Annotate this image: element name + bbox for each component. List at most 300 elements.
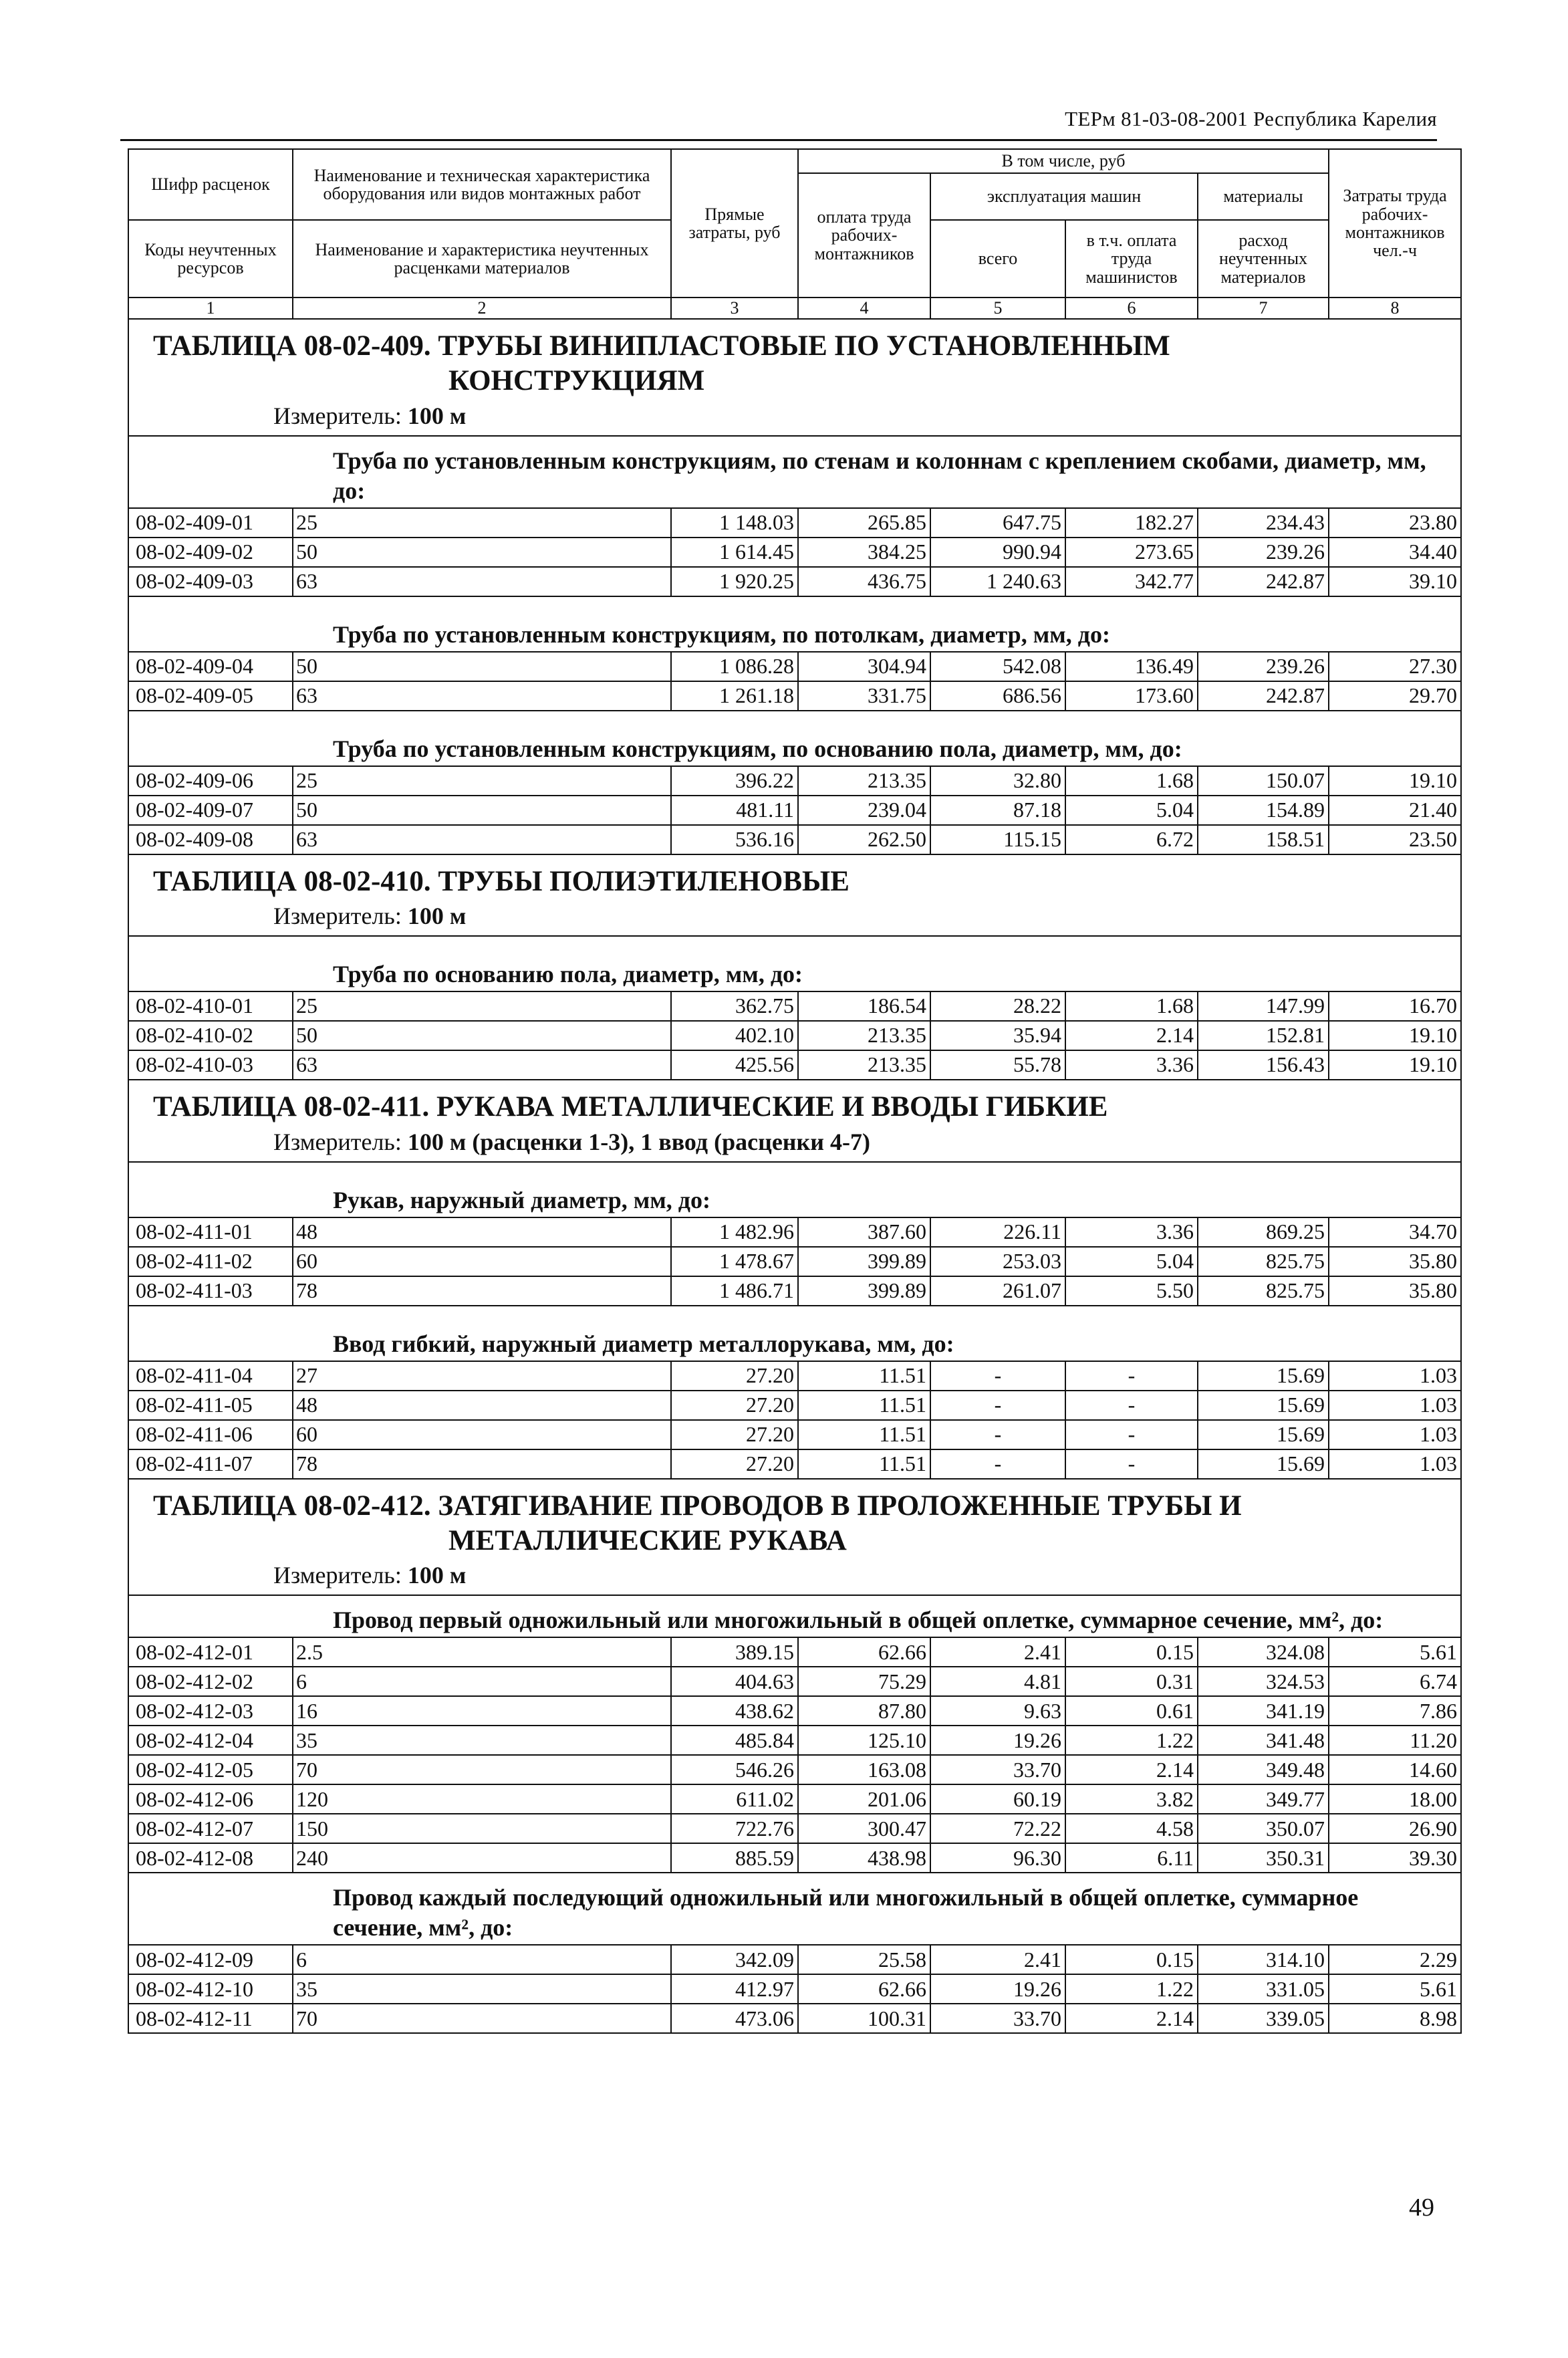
operator-wage: 0.15: [1065, 1945, 1198, 1974]
materials-cost: 350.31: [1198, 1843, 1329, 1873]
labor-hours: 19.10: [1329, 1021, 1461, 1050]
materials-cost: 158.51: [1198, 825, 1329, 854]
section-title-row: [128, 711, 1461, 766]
table-row: [128, 1667, 1461, 1696]
materials-cost: 242.87: [1198, 681, 1329, 711]
materials-cost: 324.08: [1198, 1637, 1329, 1667]
table-row: [128, 991, 1461, 1021]
labor-hours: 6.74: [1329, 1667, 1461, 1696]
materials-cost: 825.75: [1198, 1276, 1329, 1306]
direct-cost: 27.20: [671, 1420, 798, 1449]
rate-code: 08-02-411-05: [128, 1391, 293, 1420]
labor-hours: 35.80: [1329, 1276, 1461, 1306]
labor-cost: 300.47: [798, 1814, 930, 1843]
section-title-row: [128, 436, 1461, 508]
machine-cost: 33.70: [930, 1755, 1065, 1784]
labor-hours: 19.10: [1329, 1050, 1461, 1080]
labor-cost: 265.85: [798, 508, 930, 538]
machine-cost: 1 240.63: [930, 567, 1065, 596]
materials-cost: 15.69: [1198, 1449, 1329, 1479]
labor-hours: 29.70: [1329, 681, 1461, 711]
operator-wage: 2.14: [1065, 1755, 1198, 1784]
direct-cost: 481.11: [671, 796, 798, 825]
operator-wage: 1.22: [1065, 1974, 1198, 2004]
machine-cost: -: [930, 1361, 1065, 1391]
table-row: [128, 1361, 1461, 1391]
rate-code: 08-02-412-01: [128, 1637, 293, 1667]
direct-cost: 27.20: [671, 1449, 798, 1479]
section-title: Провод первый одножильный или многожильный в общей оплетке, суммарное сечение, мм², до:: [128, 1595, 1461, 1637]
labor-hours: 26.90: [1329, 1814, 1461, 1843]
table-title: [128, 1080, 1461, 1161]
direct-cost: 536.16: [671, 825, 798, 854]
machine-cost: 32.80: [930, 766, 1065, 796]
labor-hours: 5.61: [1329, 1974, 1461, 2004]
rate-code: 08-02-409-02: [128, 538, 293, 567]
labor-hours: 2.29: [1329, 1945, 1461, 1974]
labor-hours: 1.03: [1329, 1420, 1461, 1449]
section-title-row: [128, 1873, 1461, 1945]
header-vsego: всего: [930, 220, 1065, 298]
column-number: 2: [293, 298, 671, 319]
labor-hours: 34.70: [1329, 1217, 1461, 1247]
header-oplata-truda: оплата труда рабочих-монтажников: [798, 173, 930, 298]
measure-value: 100 м: [407, 402, 467, 429]
measure-value: 100 м (расценки 1-3), 1 ввод (расценки 4-7): [407, 1128, 870, 1155]
rate-parameter: 48: [293, 1217, 671, 1247]
operator-wage: 3.36: [1065, 1050, 1198, 1080]
machine-cost: 28.22: [930, 991, 1065, 1021]
table-row: [128, 508, 1461, 538]
operator-wage: -: [1065, 1391, 1198, 1420]
rate-code: 08-02-412-08: [128, 1843, 293, 1873]
table-title-line2: КОНСТРУКЦИЯМ: [448, 365, 705, 397]
rate-code: 08-02-412-09: [128, 1945, 293, 1974]
rate-parameter: 240: [293, 1843, 671, 1873]
labor-hours: 39.10: [1329, 567, 1461, 596]
rate-parameter: 70: [293, 2004, 671, 2033]
rate-code: 08-02-412-07: [128, 1814, 293, 1843]
measure-unit: [153, 1561, 1460, 1590]
measure-label: Измеритель:: [273, 402, 408, 429]
operator-wage: 1.68: [1065, 991, 1198, 1021]
operator-wage: 136.49: [1065, 652, 1198, 681]
table-row: [128, 1784, 1461, 1814]
labor-cost: 331.75: [798, 681, 930, 711]
direct-cost: 404.63: [671, 1667, 798, 1696]
materials-cost: 147.99: [1198, 991, 1329, 1021]
rate-code: 08-02-411-07: [128, 1449, 293, 1479]
table-title: [128, 854, 1461, 936]
rate-parameter: 50: [293, 538, 671, 567]
measure-unit: [153, 902, 1460, 931]
table-row: [128, 1420, 1461, 1449]
price-sheet: [128, 148, 1462, 2034]
direct-cost: 1 261.18: [671, 681, 798, 711]
rate-parameter: 63: [293, 825, 671, 854]
labor-cost: 11.51: [798, 1449, 930, 1479]
labor-hours: 23.80: [1329, 508, 1461, 538]
direct-cost: 1 920.25: [671, 567, 798, 596]
labor-cost: 304.94: [798, 652, 930, 681]
table-row: [128, 538, 1461, 567]
materials-cost: 239.26: [1198, 538, 1329, 567]
labor-cost: 11.51: [798, 1391, 930, 1420]
materials-cost: 152.81: [1198, 1021, 1329, 1050]
labor-cost: 125.10: [798, 1726, 930, 1755]
column-number: 4: [798, 298, 930, 319]
column-number-row: [128, 298, 1461, 319]
table-row: [128, 681, 1461, 711]
rate-parameter: 25: [293, 991, 671, 1021]
labor-cost: 399.89: [798, 1247, 930, 1276]
section-title-row: [128, 936, 1461, 991]
machine-cost: 19.26: [930, 1974, 1065, 2004]
header-v-tch-oplata: в т.ч. оплата труда машинистов: [1065, 220, 1198, 298]
rate-parameter: 6: [293, 1945, 671, 1974]
rate-code: 08-02-410-01: [128, 991, 293, 1021]
labor-hours: 39.30: [1329, 1843, 1461, 1873]
materials-cost: 15.69: [1198, 1420, 1329, 1449]
direct-cost: 473.06: [671, 2004, 798, 2033]
materials-cost: 154.89: [1198, 796, 1329, 825]
labor-cost: 213.35: [798, 1050, 930, 1080]
table-row: [128, 796, 1461, 825]
machine-cost: 2.41: [930, 1637, 1065, 1667]
direct-cost: 1 482.96: [671, 1217, 798, 1247]
labor-hours: 16.70: [1329, 991, 1461, 1021]
labor-cost: 384.25: [798, 538, 930, 567]
materials-cost: 331.05: [1198, 1974, 1329, 2004]
direct-cost: 27.20: [671, 1391, 798, 1420]
section-title: Ввод гибкий, наружный диаметр металлорукава, мм, до:: [128, 1306, 1461, 1361]
direct-cost: 1 086.28: [671, 652, 798, 681]
materials-cost: 825.75: [1198, 1247, 1329, 1276]
header-naimenovanie: Наименование и техническая характеристика оборудования или видов монтажных работ: [293, 149, 671, 220]
table-title-line1: ТАБЛИЦА 08-02-412. ЗАТЯГИВАНИЕ ПРОВОДОВ В ПРОЛОЖЕННЫЕ ТРУБЫ И: [153, 1490, 1242, 1522]
rate-parameter: 16: [293, 1696, 671, 1726]
rate-parameter: 70: [293, 1755, 671, 1784]
labor-cost: 213.35: [798, 1021, 930, 1050]
materials-cost: 324.53: [1198, 1667, 1329, 1696]
operator-wage: 342.77: [1065, 567, 1198, 596]
rate-parameter: 50: [293, 652, 671, 681]
section-title: Рукав, наружный диаметр, мм, до:: [128, 1162, 1461, 1217]
measure-label: Измеритель:: [273, 1562, 408, 1589]
materials-cost: 15.69: [1198, 1391, 1329, 1420]
materials-cost: 242.87: [1198, 567, 1329, 596]
operator-wage: -: [1065, 1420, 1198, 1449]
header-row-1: [128, 149, 1461, 173]
rate-parameter: 63: [293, 1050, 671, 1080]
table-title-line1: ТАБЛИЦА 08-02-410. ТРУБЫ ПОЛИЭТИЛЕНОВЫЕ: [153, 865, 850, 897]
operator-wage: 6.72: [1065, 825, 1198, 854]
header-kody: Коды неучтенных ресурсов: [128, 220, 293, 298]
rate-code: 08-02-409-06: [128, 766, 293, 796]
table-row: [128, 825, 1461, 854]
column-number: 1: [128, 298, 293, 319]
labor-hours: 21.40: [1329, 796, 1461, 825]
section-title-row: [128, 1306, 1461, 1361]
column-number: 8: [1329, 298, 1461, 319]
rate-code: 08-02-412-04: [128, 1726, 293, 1755]
labor-cost: 213.35: [798, 766, 930, 796]
labor-cost: 399.89: [798, 1276, 930, 1306]
rate-code: 08-02-412-06: [128, 1784, 293, 1814]
labor-hours: 18.00: [1329, 1784, 1461, 1814]
table-title: [128, 319, 1461, 436]
rate-code: 08-02-411-01: [128, 1217, 293, 1247]
materials-cost: 341.19: [1198, 1696, 1329, 1726]
section-title: Труба по установленным конструкциям, по потолкам, диаметр, мм, до:: [128, 596, 1461, 652]
labor-cost: 87.80: [798, 1696, 930, 1726]
header-v-tom-chisle: В том числе, руб: [798, 149, 1329, 173]
machine-cost: 72.22: [930, 1814, 1065, 1843]
labor-hours: 1.03: [1329, 1361, 1461, 1391]
table-row: [128, 2004, 1461, 2033]
table-row: [128, 1050, 1461, 1080]
operator-wage: 273.65: [1065, 538, 1198, 567]
rate-code: 08-02-412-10: [128, 1974, 293, 2004]
header-ekspluataciya: эксплуатация машин: [930, 173, 1198, 220]
labor-cost: 262.50: [798, 825, 930, 854]
labor-cost: 11.51: [798, 1361, 930, 1391]
table-row: [128, 1217, 1461, 1247]
rate-parameter: 35: [293, 1974, 671, 2004]
table-title-line2: МЕТАЛЛИЧЕСКИЕ РУКАВА: [448, 1524, 847, 1556]
operator-wage: 0.31: [1065, 1667, 1198, 1696]
rate-parameter: 48: [293, 1391, 671, 1420]
header-naimenovanie-materialov: Наименование и характеристика неучтенных расценками материалов: [293, 220, 671, 298]
materials-cost: 349.48: [1198, 1755, 1329, 1784]
table-title-row: [128, 1080, 1461, 1161]
materials-cost: 314.10: [1198, 1945, 1329, 1974]
labor-hours: 14.60: [1329, 1755, 1461, 1784]
direct-cost: 389.15: [671, 1637, 798, 1667]
labor-cost: 436.75: [798, 567, 930, 596]
rate-code: 08-02-409-01: [128, 508, 293, 538]
rate-parameter: 50: [293, 796, 671, 825]
table-title-row: [128, 854, 1461, 936]
table-title-line1: ТАБЛИЦА 08-02-409. ТРУБЫ ВИНИПЛАСТОВЫЕ ПО УСТАНОВЛЕННЫМ: [153, 330, 1170, 362]
machine-cost: 19.26: [930, 1726, 1065, 1755]
section-title-row: [128, 596, 1461, 652]
machine-cost: 35.94: [930, 1021, 1065, 1050]
direct-cost: 885.59: [671, 1843, 798, 1873]
machine-cost: 115.15: [930, 825, 1065, 854]
labor-cost: 186.54: [798, 991, 930, 1021]
direct-cost: 438.62: [671, 1696, 798, 1726]
machine-cost: 55.78: [930, 1050, 1065, 1080]
direct-cost: 722.76: [671, 1814, 798, 1843]
materials-cost: 341.48: [1198, 1726, 1329, 1755]
rate-code: 08-02-410-02: [128, 1021, 293, 1050]
direct-cost: 1 614.45: [671, 538, 798, 567]
machine-cost: 686.56: [930, 681, 1065, 711]
materials-cost: 234.43: [1198, 508, 1329, 538]
labor-hours: 27.30: [1329, 652, 1461, 681]
rate-parameter: 60: [293, 1247, 671, 1276]
rate-code: 08-02-411-03: [128, 1276, 293, 1306]
measure-label: Измеритель:: [273, 903, 408, 930]
rate-code: 08-02-412-02: [128, 1667, 293, 1696]
rates-table: [128, 148, 1462, 2034]
table-row: [128, 766, 1461, 796]
header-shifr: Шифр расценок: [128, 149, 293, 220]
labor-hours: 5.61: [1329, 1637, 1461, 1667]
machine-cost: 2.41: [930, 1945, 1065, 1974]
rate-parameter: 6: [293, 1667, 671, 1696]
labor-cost: 62.66: [798, 1974, 930, 2004]
rate-code: 08-02-409-04: [128, 652, 293, 681]
labor-cost: 163.08: [798, 1755, 930, 1784]
direct-cost: 342.09: [671, 1945, 798, 1974]
materials-cost: 339.05: [1198, 2004, 1329, 2033]
direct-cost: 485.84: [671, 1726, 798, 1755]
header-pryamye-zatraty: Прямые затраты, руб: [671, 149, 798, 298]
labor-hours: 1.03: [1329, 1391, 1461, 1420]
rate-parameter: 50: [293, 1021, 671, 1050]
rate-code: 08-02-409-05: [128, 681, 293, 711]
labor-cost: 239.04: [798, 796, 930, 825]
rate-parameter: 78: [293, 1449, 671, 1479]
table-row: [128, 1449, 1461, 1479]
rate-code: 08-02-412-05: [128, 1755, 293, 1784]
rate-code: 08-02-409-07: [128, 796, 293, 825]
machine-cost: 87.18: [930, 796, 1065, 825]
operator-wage: 182.27: [1065, 508, 1198, 538]
operator-wage: 5.04: [1065, 1247, 1198, 1276]
materials-cost: 349.77: [1198, 1784, 1329, 1814]
labor-cost: 387.60: [798, 1217, 930, 1247]
table-row: [128, 1755, 1461, 1784]
header-rashod: расход неучтенных материалов: [1198, 220, 1329, 298]
machine-cost: 60.19: [930, 1784, 1065, 1814]
machine-cost: -: [930, 1420, 1065, 1449]
table-row: [128, 1726, 1461, 1755]
labor-hours: 35.80: [1329, 1247, 1461, 1276]
machine-cost: 253.03: [930, 1247, 1065, 1276]
rate-code: 08-02-409-08: [128, 825, 293, 854]
rate-code: 08-02-412-11: [128, 2004, 293, 2033]
section-title: Труба по основанию пола, диаметр, мм, до:: [128, 936, 1461, 991]
table-row: [128, 1974, 1461, 2004]
materials-cost: 156.43: [1198, 1050, 1329, 1080]
operator-wage: 1.22: [1065, 1726, 1198, 1755]
rate-parameter: 27: [293, 1361, 671, 1391]
direct-cost: 27.20: [671, 1361, 798, 1391]
machine-cost: 990.94: [930, 538, 1065, 567]
header-rule: [120, 139, 1437, 141]
rate-parameter: 25: [293, 766, 671, 796]
machine-cost: 33.70: [930, 2004, 1065, 2033]
rate-parameter: 150: [293, 1814, 671, 1843]
table-row: [128, 1276, 1461, 1306]
table-row: [128, 1843, 1461, 1873]
operator-wage: 2.14: [1065, 2004, 1198, 2033]
table-row: [128, 1391, 1461, 1420]
rate-parameter: 63: [293, 681, 671, 711]
rate-parameter: 120: [293, 1784, 671, 1814]
table-row: [128, 567, 1461, 596]
labor-cost: 438.98: [798, 1843, 930, 1873]
machine-cost: -: [930, 1391, 1065, 1420]
direct-cost: 412.97: [671, 1974, 798, 2004]
column-number: 3: [671, 298, 798, 319]
labor-cost: 75.29: [798, 1667, 930, 1696]
direct-cost: 362.75: [671, 991, 798, 1021]
rate-parameter: 63: [293, 567, 671, 596]
materials-cost: 350.07: [1198, 1814, 1329, 1843]
table-row: [128, 1696, 1461, 1726]
column-number: 6: [1065, 298, 1198, 319]
machine-cost: 9.63: [930, 1696, 1065, 1726]
direct-cost: 546.26: [671, 1755, 798, 1784]
measure-unit: [153, 402, 1460, 431]
table-title-line1: ТАБЛИЦА 08-02-411. РУКАВА МЕТАЛЛИЧЕСКИЕ И ВВОДЫ ГИБКИЕ: [153, 1091, 1108, 1123]
section-title: Труба по установленным конструкциям, по стенам и колоннам с креплением скобами, диаметр, мм, до:: [128, 436, 1461, 508]
labor-cost: 11.51: [798, 1420, 930, 1449]
machine-cost: 647.75: [930, 508, 1065, 538]
operator-wage: 4.58: [1065, 1814, 1198, 1843]
labor-hours: 8.98: [1329, 2004, 1461, 2033]
machine-cost: 261.07: [930, 1276, 1065, 1306]
labor-cost: 25.58: [798, 1945, 930, 1974]
measure-label: Измеритель:: [273, 1128, 408, 1155]
table-title: [128, 1479, 1461, 1596]
machine-cost: 226.11: [930, 1217, 1065, 1247]
labor-hours: 7.86: [1329, 1696, 1461, 1726]
direct-cost: 1 486.71: [671, 1276, 798, 1306]
rate-code: 08-02-410-03: [128, 1050, 293, 1080]
table-row: [128, 652, 1461, 681]
operator-wage: -: [1065, 1361, 1198, 1391]
operator-wage: 173.60: [1065, 681, 1198, 711]
rate-code: 08-02-411-06: [128, 1420, 293, 1449]
table-row: [128, 1945, 1461, 1974]
labor-cost: 62.66: [798, 1637, 930, 1667]
direct-cost: 1 148.03: [671, 508, 798, 538]
rate-parameter: 35: [293, 1726, 671, 1755]
page-number: 49: [1409, 2194, 1434, 2222]
rate-code: 08-02-412-03: [128, 1696, 293, 1726]
operator-wage: 3.82: [1065, 1784, 1198, 1814]
operator-wage: 6.11: [1065, 1843, 1198, 1873]
table-title-row: [128, 1479, 1461, 1596]
rate-code: 08-02-411-04: [128, 1361, 293, 1391]
labor-hours: 1.03: [1329, 1449, 1461, 1479]
rate-parameter: 2.5: [293, 1637, 671, 1667]
operator-wage: 0.61: [1065, 1696, 1198, 1726]
machine-cost: 542.08: [930, 652, 1065, 681]
labor-hours: 19.10: [1329, 766, 1461, 796]
column-number: 5: [930, 298, 1065, 319]
section-title-row: [128, 1595, 1461, 1637]
rate-parameter: 78: [293, 1276, 671, 1306]
table-title-row: [128, 319, 1461, 436]
header-materialy: материалы: [1198, 173, 1329, 220]
running-head: ТЕРм 81-03-08-2001 Республика Карелия: [1065, 107, 1437, 130]
table-row: [128, 1814, 1461, 1843]
table-row: [128, 1021, 1461, 1050]
rate-parameter: 25: [293, 508, 671, 538]
labor-hours: 11.20: [1329, 1726, 1461, 1755]
operator-wage: 5.50: [1065, 1276, 1198, 1306]
materials-cost: 869.25: [1198, 1217, 1329, 1247]
direct-cost: 402.10: [671, 1021, 798, 1050]
labor-hours: 23.50: [1329, 825, 1461, 854]
labor-cost: 201.06: [798, 1784, 930, 1814]
